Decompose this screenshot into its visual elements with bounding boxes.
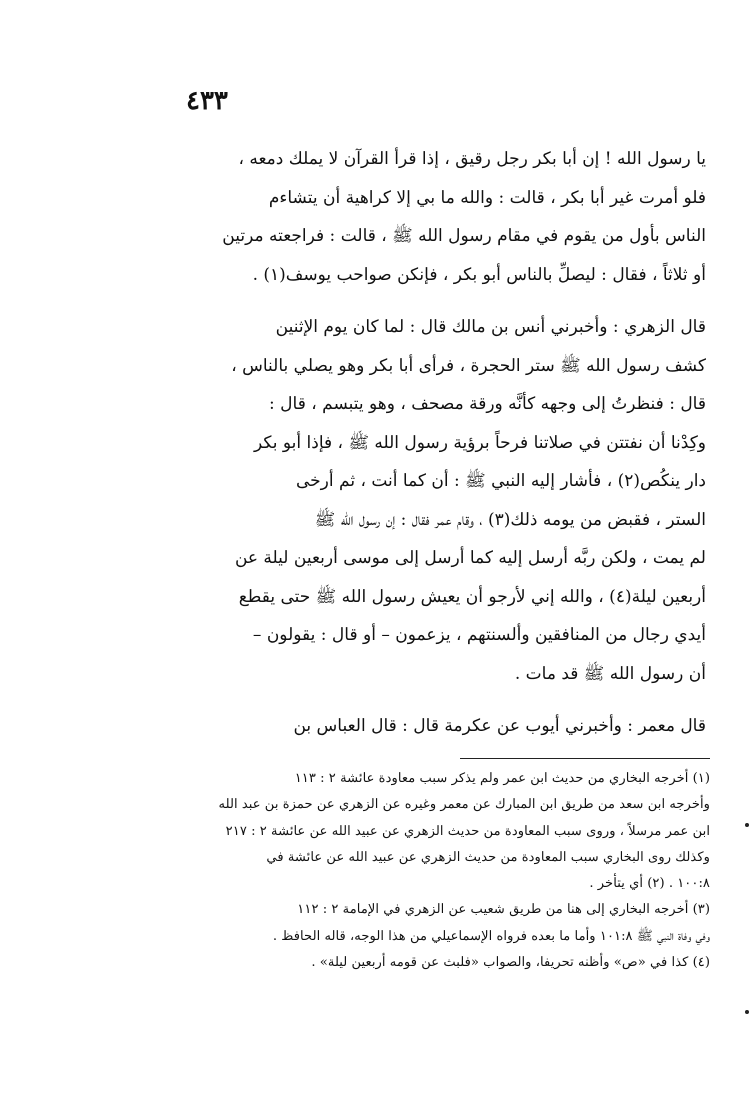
- page-number: ٤٣٣: [186, 86, 228, 116]
- text-line: الستر ، فقبض من يومه ذلك(٣) ، وقام عمر فقال : إن رسول الله ﷺ: [314, 509, 706, 530]
- text-line: أربعين ليلة(٤) ، والله إني لأرجو أن يعيش رسول الله ﷺ حتى يقطع: [238, 586, 706, 607]
- footnote-line: وفي وفاة النبي ﷺ ١٠١:٨ وأما ما بعده فرواه الإسماعيلي من هذا الوجه، قاله الحافظ .: [272, 928, 710, 944]
- paragraph: [186, 140, 706, 294]
- scan-speck: [745, 823, 749, 827]
- text-line: قال معمر : وأخبرني أيوب عن عكرمة قال : قال العباس بن: [293, 716, 706, 736]
- footnote-line: (١) أخرجه البخاري من حديث ابن عمر ولم يذكر سبب معاودة عائشة ٢ : ١١٣: [294, 771, 710, 786]
- footnote-line: وأخرجه ابن سعد من طريق ابن المبارك عن معمر وغيره عن الزهري عن حمزة بن عبد الله: [218, 797, 710, 813]
- footnote-line: (٤) كذا في «ص» وأظنه تحريفا، والصواب «فلبث عن قومه أربعين ليلة» .: [311, 955, 710, 971]
- paragraph: [186, 308, 706, 693]
- footnote-line: (٣) أخرجه البخاري إلى هنا من طريق شعيب عن الزهري في الإمامة ٢ : ١١٢: [297, 902, 710, 918]
- text-line: فلو أمرت غير أبا بكر ، قالت : والله ما بي إلا كراهية أن يتشاءم: [268, 187, 706, 208]
- text-line: يا رسول الله ! إن أبا بكر رجل رقيق ، إذا قرأ القرآن لا يملك دمعه ،: [238, 149, 706, 169]
- footnote-line: ابن عمر مرسلاً ، وروى سبب المعاودة من حديث الزهري عن عبيد الله عن عائشة ٢ : ٢١٧: [225, 823, 710, 839]
- text-line: أن رسول الله ﷺ قد مات .: [514, 663, 706, 684]
- main-text: [186, 140, 706, 746]
- footnote-separator: [460, 758, 710, 759]
- text-line: الناس بأول من يقوم في مقام رسول الله ﷺ ، قالت : فراجعته مرتين: [222, 226, 706, 246]
- text-line: كشف رسول الله ﷺ ستر الحجرة ، فرأى أبا بكر وهو يصلي بالناس ،: [231, 355, 706, 376]
- text-line: لم يمت ، ولكن ربَّه أرسل إليه كما أرسل إلى موسى أربعين ليلة عن: [234, 548, 706, 568]
- scan-speck: [745, 1010, 749, 1014]
- paragraph: [186, 707, 706, 746]
- footnote-line: وكذلك روى البخاري سبب المعاودة من حديث الزهري عن عبيد الله عن عائشة في: [266, 849, 710, 865]
- text-line: قال : فنظرتُ إلى وجهه كأنَّه ورقة مصحف ، وهو يتبسم ، قال :: [269, 394, 706, 414]
- footnotes: [176, 766, 710, 976]
- text-line: أيدي رجال من المنافقين وألسنتهم ، يزعمون – أو قال : يقولون –: [252, 625, 706, 645]
- text-line: قال الزهري : وأخبرني أنس بن مالك قال : لما كان يوم الإثنين: [275, 317, 706, 337]
- text-line: أو ثلاثاً ، فقال : ليصلِّ بالناس أبو بكر ، فإنكن صواحب يوسف(١) .: [252, 264, 706, 285]
- footnote-line: ١٠٠:٨ . (٢) أي يتأخر .: [589, 876, 710, 892]
- text-line: وكِدْنا أن نفتتن في صلاتنا فرحاً برؤية رسول الله ﷺ ، فإذا أبو بكر: [254, 432, 706, 453]
- text-line: دار ينكُص(٢) ، فأشار إليه النبي ﷺ : أن كما أنت ، ثم أرخى: [295, 471, 706, 491]
